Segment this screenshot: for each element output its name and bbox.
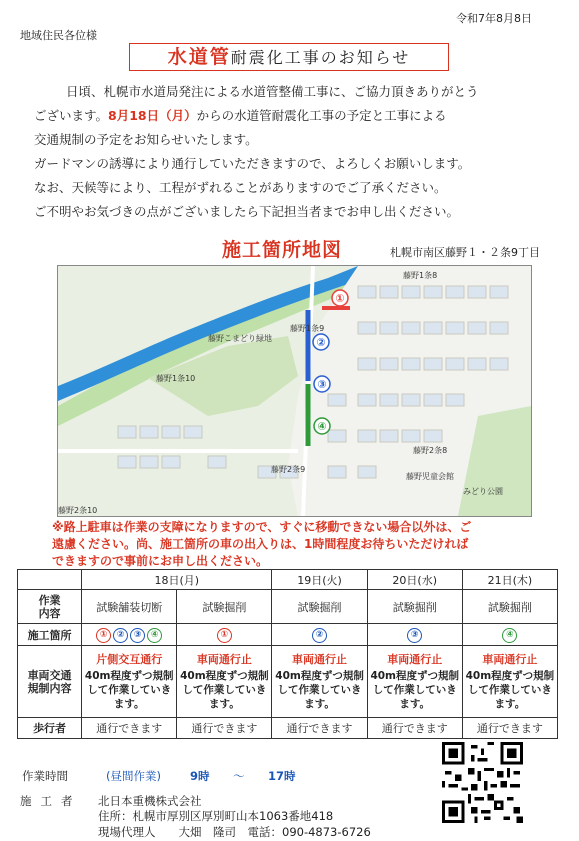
body-line: ご不明やお気づきの点がございましたら下記担当者までお申し出ください。 [34,204,460,219]
marker-3: ③ [317,378,327,391]
construction-map [57,265,532,517]
title-rest: 耐震化工事のお知らせ [230,48,411,67]
work-cell: 試験掘削 [462,590,557,624]
traffic-desc: 40m程度ずつ規制して作業していきます。 [84,669,174,710]
start-date: 8月18日（月） [108,108,197,123]
contractor-label: 施工者 [20,794,82,808]
work-cell: 試験掘削 [272,590,367,624]
work-cell: 試験舗装切断 [82,590,177,624]
traffic-cell [82,646,177,718]
marker-2: ② [316,336,326,349]
map-label: 藤野児童会館 [406,472,454,481]
site-marker: ③ [130,628,145,643]
pedestrian-cell: 通行できます [272,718,367,739]
pedestrian-cell: 通行できます [462,718,557,739]
place-cell [177,624,272,646]
traffic-desc: 40m程度ずつ規制して作業していきます。 [465,669,555,710]
map-address: 札幌市南区藤野１・２条9丁目 [390,246,540,259]
traffic-desc: 40m程度ずつ規制して作業していきます。 [370,669,459,710]
notice-title [129,43,449,71]
schedule-table [17,569,558,739]
marker-4: ④ [317,420,327,433]
map-title: 施工箇所地図 [222,239,343,261]
traffic-type: 車両通行止 [387,652,443,666]
notice-line: 遠慮ください。尚、施工箇所の車の出入りは、1時間程度お待ちいただければ [52,537,469,551]
pedestrian-cell: 通行できます [367,718,462,739]
table-row [18,646,558,718]
site-marker: ① [96,628,111,643]
table-corner [18,570,82,590]
qr-code[interactable] [442,742,523,823]
site-marker: ② [312,628,327,643]
site-marker: ③ [407,628,422,643]
row-header: 歩行者 [18,718,82,739]
hours-label: 作業時間 [22,769,68,783]
map-label: 藤野2条8 [413,446,448,455]
addressee: 地域住民各位様 [20,29,97,42]
map-label: 藤野1条8 [403,271,438,280]
traffic-type: 車両通行止 [196,652,252,666]
notice-line: できますので事前にお申し出ください。 [52,554,269,568]
table-row [18,718,558,739]
row-header: 車両交通 規制内容 [18,646,82,718]
table-row [18,590,558,624]
table-row [18,624,558,646]
time-separator: ～ [233,769,245,783]
place-cell [272,624,367,646]
row-header: 作業 内容 [18,590,82,624]
map-label: 藤野2条10 [58,506,98,515]
row-header: 施工箇所 [18,624,82,646]
traffic-cell [462,646,557,718]
traffic-cell [367,646,462,718]
notice-body [34,80,564,224]
day-header: 18日(月) [82,570,272,590]
place-cell [82,624,177,646]
traffic-cell [272,646,367,718]
parking-notice [52,519,532,570]
site-marker: ④ [147,628,162,643]
contractor-name: 北日本重機株式会社 [98,794,202,808]
work-cell: 試験掘削 [177,590,272,624]
body-line: ガードマンの誘導により通行していただきますので、よろしくお願いします。 [34,156,471,171]
place-cell [462,624,557,646]
traffic-desc: 40m程度ずつ規制して作業していきます。 [275,669,364,710]
marker-1: ① [335,292,345,305]
date: 令和7年8月8日 [456,12,532,25]
site-manager-contact: 現場代理人 大畑 隆司 電話：090-4873-6726 [98,825,371,839]
work-cell: 試験掘削 [367,590,462,624]
traffic-cell [177,646,272,718]
day-header: 19日(火) [272,570,367,590]
end-time: 17時 [268,769,296,783]
map-label: 藤野こまどり緑地 [208,334,272,343]
traffic-type: 車両通行止 [482,652,538,666]
contractor-address: 住所：札幌市厚別区厚別町山本1063番地418 [98,809,334,823]
body-line: 交通規制の予定をお知らせいたします。 [34,132,258,147]
map-label: 藤野2条9 [271,465,306,474]
site-marker: ① [217,628,232,643]
title-highlight: 水道管 [167,46,231,68]
site-marker: ④ [502,628,517,643]
day-header: 20日(水) [367,570,462,590]
map-graphic [58,266,531,516]
place-cell [367,624,462,646]
body-line: 日頃、札幌市水道局発注による水道管整備工事に、ご協力頂きありがとう [66,84,479,99]
map-label: みどり公園 [463,487,503,496]
pedestrian-cell: 通行できます [177,718,272,739]
body-line: ございます。8月18日（月）からの水道管耐震化工事の予定と工事による [34,108,447,123]
hours-type: (昼間作業) [106,769,161,783]
start-time: 9時 [190,769,210,783]
traffic-type: 片側交互通行 [96,652,163,666]
table-row [18,570,558,590]
traffic-desc: 40m程度ずつ規制して作業していきます。 [180,669,269,710]
body-line: なお、天候等により、工程がずれることがありますのでご了承ください。 [34,180,447,195]
map-label: 藤野1条9 [290,324,325,333]
pedestrian-cell: 通行できます [82,718,177,739]
notice-line: ※路上駐車は作業の支障になりますので、すぐに移動できない場合以外は、ご [52,520,472,534]
map-label: 藤野1条10 [156,374,196,383]
traffic-type: 車両通行止 [292,652,348,666]
day-header: 21日(木) [462,570,557,590]
site-marker: ② [113,628,128,643]
